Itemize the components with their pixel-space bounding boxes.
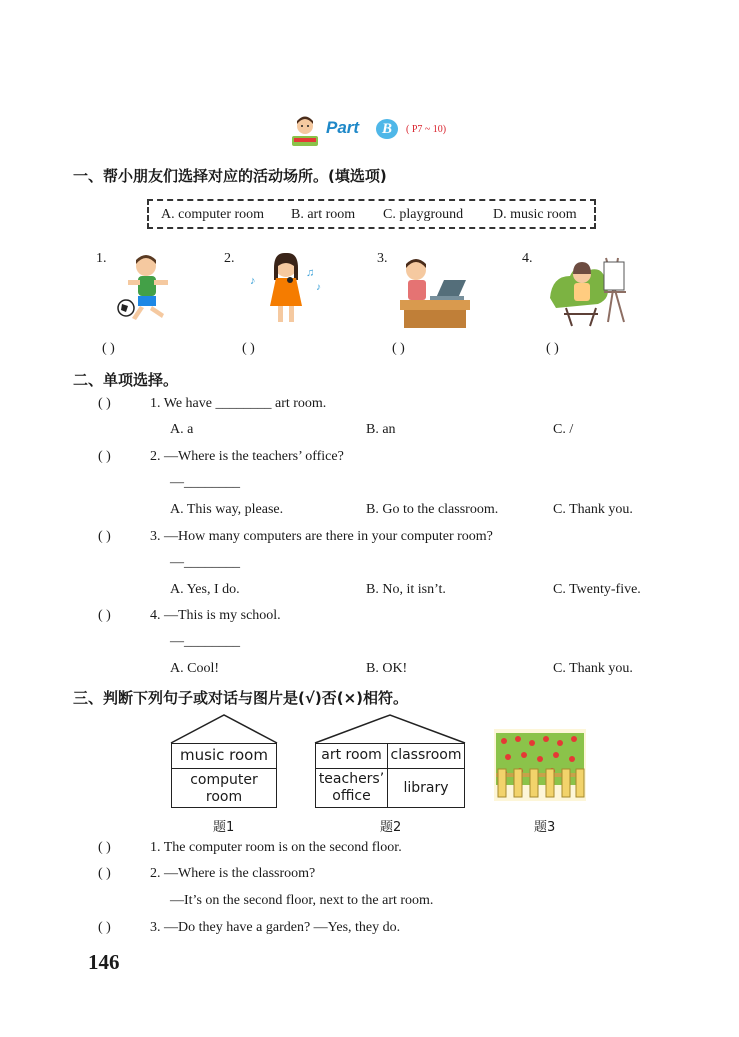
page-range: ( P7 ~ 10) (406, 124, 447, 135)
choice: A. a (170, 422, 194, 437)
painting-girl-icon (546, 252, 636, 330)
reading-kid-icon (290, 114, 320, 148)
answer-line: —________ (170, 475, 240, 490)
choice: A. This way, please. (170, 502, 284, 517)
choice: B. OK! (366, 661, 408, 676)
option-c: C. playground (383, 207, 464, 222)
house-1 (170, 714, 278, 808)
choice: B. No, it isn’t. (366, 582, 446, 597)
singing-girl-icon (246, 250, 328, 328)
part-label: Part (326, 118, 360, 137)
svg-text:♫: ♫ (306, 267, 315, 279)
answer-paren: ( ) (546, 341, 559, 356)
garden-icon (494, 729, 586, 801)
house-roof (314, 714, 466, 744)
answer-paren: ( ) (98, 920, 111, 935)
answer-paren: ( ) (98, 866, 111, 881)
statement-line2: —It’s on the second floor, next to the art room. (170, 893, 434, 908)
answer-paren: ( ) (98, 449, 111, 464)
question-stem: 2. —Where is the teachers’ office? (150, 449, 344, 464)
part-letter-badge: B (376, 119, 398, 139)
answer-paren: ( ) (98, 529, 111, 544)
computer-kid-icon (396, 252, 474, 330)
house-body (315, 743, 465, 808)
statement: 1. The computer room is on the second floor. (150, 840, 402, 855)
statement: 3. —Do they have a garden? —Yes, they do. (150, 920, 401, 935)
answer-line: —________ (170, 555, 240, 570)
question-stem: 4. —This is my school. (150, 608, 281, 623)
choice: C. Thank you. (553, 502, 633, 517)
option-d: D. music room (493, 207, 577, 222)
choice: B. Go to the classroom. (366, 502, 499, 517)
floor-2-left-room: art room (316, 744, 388, 769)
svg-text:♪: ♪ (316, 282, 321, 293)
house-body (171, 743, 277, 808)
section3-title: 三、判断下列句子或对话与图片是(√)否(×)相符。 (73, 689, 408, 707)
floor-1-right-room: library (403, 780, 449, 796)
floor-1-left-room: teachers’ office (316, 769, 388, 807)
choice: A. Cool! (170, 661, 219, 676)
answer-paren: ( ) (98, 608, 111, 623)
choice: B. an (366, 422, 396, 437)
choice: C. Twenty-five. (553, 582, 641, 597)
option-b: B. art room (291, 207, 356, 222)
item-number: 4. (522, 251, 533, 266)
statement: 2. —Where is the classroom? (150, 866, 316, 881)
options-box (147, 199, 596, 229)
answer-paren: ( ) (102, 341, 115, 356)
item-number: 2. (224, 251, 235, 266)
part-header (290, 114, 480, 150)
floor-1-room: computer room (190, 772, 258, 805)
section1-title: 一、帮小朋友们选择对应的活动场所。(填选项) (73, 167, 387, 185)
svg-text:♪: ♪ (250, 275, 256, 287)
picture-caption: 题1 (213, 820, 235, 835)
choice: C. Thank you. (553, 661, 633, 676)
answer-paren: ( ) (98, 396, 111, 411)
answer-paren: ( ) (98, 840, 111, 855)
floor-2-right-room: classroom (388, 744, 464, 769)
floor-2-room: music room (172, 744, 276, 769)
answer-line: —________ (170, 634, 240, 649)
house-roof (170, 714, 278, 744)
soccer-kid-icon (114, 252, 174, 326)
section2-title: 二、单项选择。 (73, 371, 179, 389)
house-2 (314, 714, 466, 808)
answer-paren: ( ) (392, 341, 405, 356)
choice: C. / (553, 422, 574, 437)
item-number: 3. (377, 251, 388, 266)
answer-paren: ( ) (242, 341, 255, 356)
item-number: 1. (96, 251, 107, 266)
picture-caption: 题3 (534, 820, 556, 835)
picture-caption: 题2 (380, 820, 402, 835)
question-stem: 1. We have ________ art room. (150, 396, 327, 411)
choice: A. Yes, I do. (170, 582, 240, 597)
question-stem: 3. —How many computers are there in your computer room? (150, 529, 493, 544)
option-a: A. computer room (161, 207, 265, 222)
page-number: 146 (88, 950, 120, 974)
